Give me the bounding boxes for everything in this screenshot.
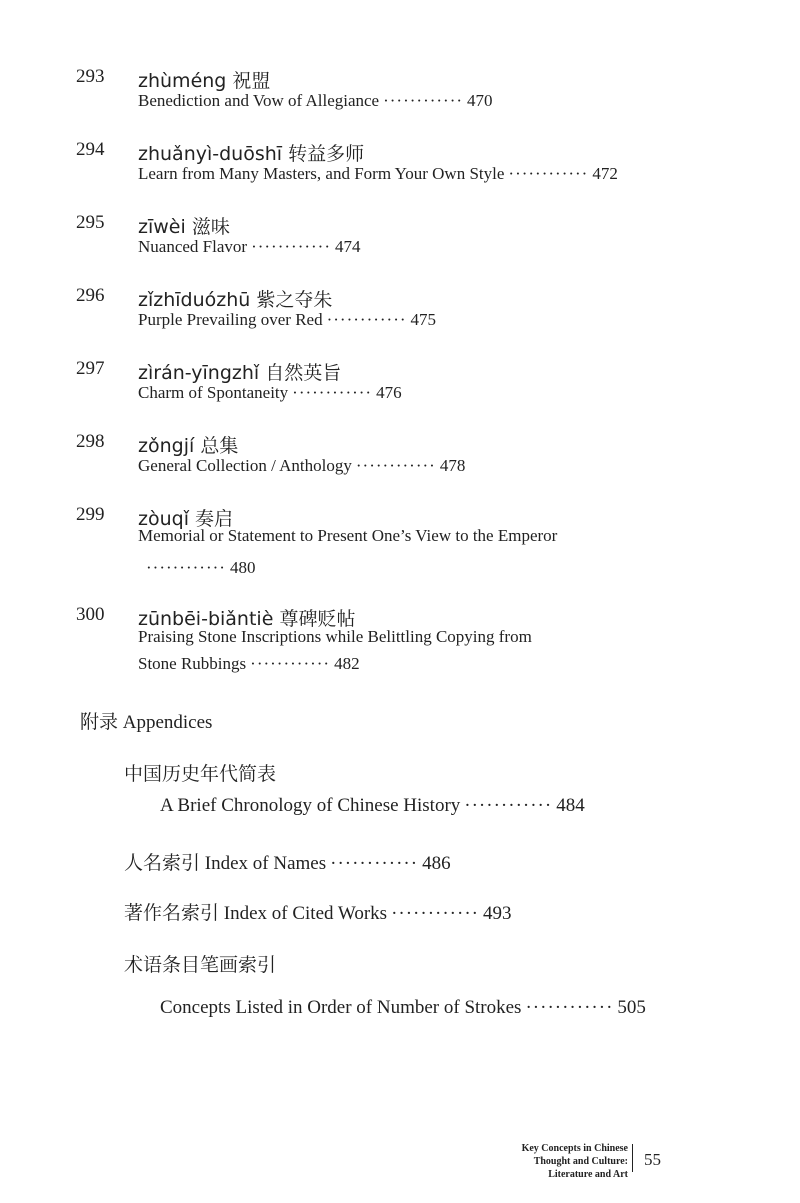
- entry-page: 476: [376, 383, 402, 402]
- entry-title-line2: Stone Rubbings: [138, 654, 247, 673]
- entry-title: Praising Stone Inscriptions while Belittling Copying from: [138, 627, 532, 646]
- entry-pinyin: zǐzhīduózhū: [138, 289, 251, 311]
- entry-page: 480: [229, 558, 256, 577]
- appendix-title-zh: 著作名索引: [124, 903, 220, 924]
- entry-heading: [138, 358, 341, 385]
- entry-title: Memorial or Statement to Present One’s View to the Emperor: [138, 526, 558, 545]
- entry-number: 293: [76, 66, 105, 87]
- appendix-page: 505: [617, 997, 646, 1018]
- entry-number: 297: [76, 358, 105, 379]
- entry-pinyin: zòuqǐ: [138, 508, 189, 530]
- entry-number: 299: [76, 504, 105, 525]
- appendix-strokes: [160, 997, 646, 1019]
- entry-title: Benediction and Vow of Allegiance: [138, 91, 380, 110]
- entry-pinyin: zūnbēi-biǎntiè: [138, 608, 274, 630]
- entry-number: 298: [76, 431, 105, 452]
- entry-pinyin: zìrán-yīngzhǐ: [138, 362, 260, 384]
- entry-title: Charm of Spontaneity: [138, 383, 289, 402]
- footer-line: Thought and Culture:: [533, 1156, 628, 1167]
- entry-english-continuation: [138, 654, 360, 674]
- entry-hanzi: 尊碑贬帖: [279, 608, 356, 630]
- leader-dots: ············: [292, 383, 373, 402]
- leader-dots: ············: [326, 310, 407, 329]
- entry-page: 478: [439, 456, 466, 475]
- entry-hanzi: 奏启: [195, 508, 234, 530]
- entry-title: General Collection / Anthology: [138, 456, 352, 475]
- leader-dots: ············: [508, 164, 589, 183]
- running-footer-title: [522, 1142, 628, 1181]
- footer-divider: [632, 1144, 633, 1172]
- entry-title: Purple Prevailing over Red: [138, 310, 323, 329]
- entry-page: 482: [334, 654, 360, 673]
- entry-english: [138, 237, 361, 257]
- appendix-title: Concepts Listed in Order of Number of Strokes: [160, 997, 522, 1018]
- appendix-title: Index of Names: [204, 853, 327, 874]
- page-footer: [470, 1142, 700, 1192]
- entry-page: 475: [410, 310, 437, 329]
- entry-pinyin: zhuǎnyì-duōshī: [138, 143, 283, 165]
- appendix-names: [124, 848, 451, 875]
- entry-english: [138, 383, 402, 403]
- entry-pinyin: zīwèi: [138, 216, 186, 238]
- entry-title: Learn from Many Masters, and Form Your Own Style: [138, 164, 505, 183]
- leader-dots: ············: [383, 91, 464, 110]
- appendix-chronology-zh: 中国历史年代简表: [124, 764, 277, 785]
- entry-hanzi: 滋味: [191, 216, 230, 238]
- entry-heading: [138, 139, 364, 166]
- entry-english: [138, 310, 436, 330]
- footer-line: Literature and Art: [548, 1169, 628, 1180]
- entry-hanzi: 祝盟: [232, 70, 271, 92]
- entry-number: 294: [76, 139, 105, 160]
- entry-page: 474: [335, 237, 361, 256]
- leader-dots: ············: [330, 853, 419, 874]
- leader-dots: ············: [391, 903, 479, 924]
- appendix-page: 486: [422, 853, 451, 874]
- appendix-strokes-zh: 术语条目笔画索引: [124, 955, 277, 976]
- appendix-title: Index of Cited Works: [223, 903, 388, 924]
- entry-hanzi: 自然英旨: [265, 362, 342, 384]
- entry-pinyin: zhùméng: [138, 70, 227, 92]
- appendices-heading: 附录 Appendices: [80, 712, 213, 733]
- appendix-page: 484: [556, 795, 585, 816]
- entry-english: [138, 456, 465, 476]
- leader-dots: ············: [525, 997, 614, 1018]
- leader-dots: ············: [464, 795, 553, 816]
- entry-heading: [138, 66, 270, 93]
- entry-page: 472: [592, 164, 618, 183]
- leader-dots: ············: [250, 654, 331, 673]
- appendix-chronology: [160, 795, 585, 817]
- leader-dots: ············: [251, 237, 331, 256]
- appendix-page: 493: [483, 903, 512, 924]
- appendix-title: A Brief Chronology of Chinese History: [160, 795, 461, 816]
- entry-hanzi: 转益多师: [288, 143, 365, 165]
- entry-page: 470: [467, 91, 493, 110]
- page-number: 55: [644, 1150, 661, 1169]
- entry-english-continuation: [146, 558, 255, 578]
- appendix-title-zh: 人名索引: [124, 853, 201, 874]
- entry-number: 296: [76, 285, 105, 306]
- entry-title: Nuanced Flavor: [138, 237, 248, 256]
- entry-english: [138, 91, 493, 111]
- leader-dots: ············: [146, 558, 226, 577]
- entry-heading: [138, 431, 238, 458]
- leader-dots: ············: [355, 456, 436, 475]
- entry-number: 300: [76, 604, 105, 625]
- footer-line: Key Concepts in Chinese: [521, 1143, 628, 1154]
- entry-pinyin: zǒngjí: [138, 435, 195, 457]
- entry-english: [138, 164, 618, 184]
- entry-heading: [138, 285, 332, 312]
- entry-heading: [138, 212, 230, 239]
- appendix-cited-works: [124, 898, 512, 925]
- entry-hanzi: 紫之夺朱: [256, 289, 333, 311]
- entry-hanzi: 总集: [200, 435, 239, 457]
- entry-number: 295: [76, 212, 105, 233]
